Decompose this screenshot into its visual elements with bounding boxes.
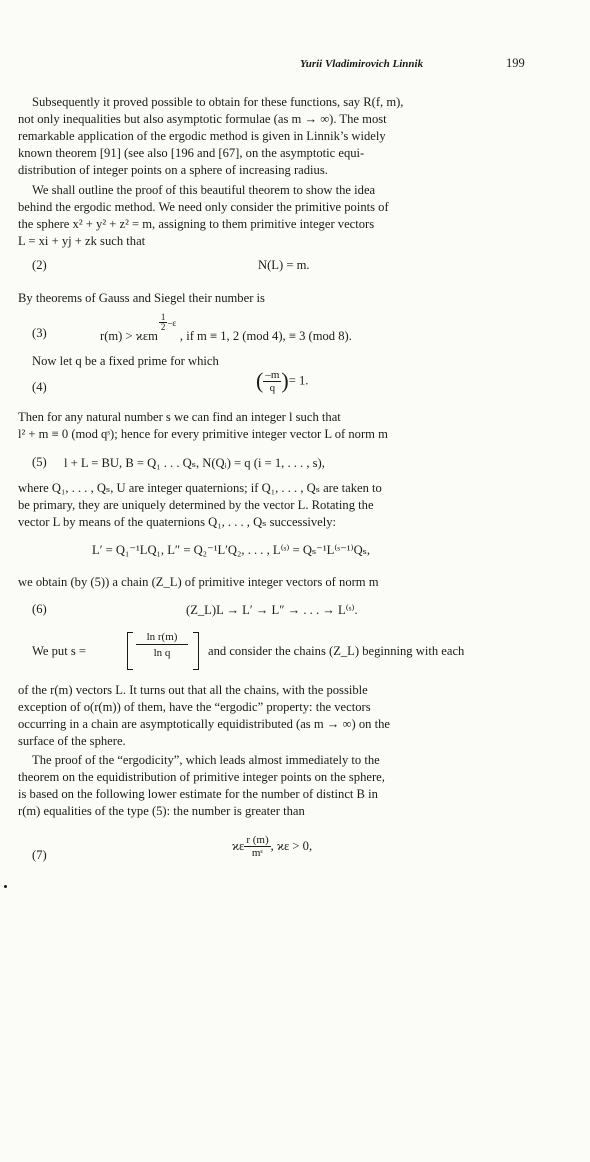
- text-line: known theorem [91] (see also [196 and [67], on the asymptotic equi-: [18, 146, 365, 160]
- text-line: is based on the following lower estimate for the number of distinct B in: [18, 787, 378, 801]
- text-line: distribution of integer points on a sphere of increasing radius.: [18, 163, 328, 177]
- text-line: Subsequently it proved possible to obtain for these functions, say R(f, m),: [32, 95, 404, 109]
- text-line: theorem on the equidistribution of primitive integer points on the sphere,: [18, 770, 385, 784]
- floor-denominator: ln q: [153, 647, 171, 659]
- equation-7-fraction: [244, 834, 270, 859]
- equation-number: (7): [32, 848, 47, 862]
- text-line: behind the ergodic method. We need only consider the primitive points of: [18, 200, 389, 214]
- text-line: the sphere x² + y² + z² = m, assigning to them primitive integer vectors: [18, 217, 375, 231]
- text-line: occurring in a chain are asymptotically equidistributed (as m → ∞) on the: [18, 717, 390, 731]
- equation-4-rhs: = 1.: [288, 373, 309, 388]
- exponent-top: 1: [160, 312, 166, 322]
- text-line: remarkable application of the ergodic method is given in Linnik’s widely: [18, 129, 386, 143]
- equation-3: [100, 312, 352, 344]
- text-line: where Q₁, . . . , Qₛ, U are integer quaternions; if Q₁, . . . , Qₛ are taken to: [18, 481, 382, 495]
- margin-speck: [4, 885, 7, 888]
- equation-number: (3): [32, 326, 47, 340]
- equation-6: (Z_L)L → L′ → L″ → . . . → L⁽ˢ⁾.: [186, 603, 358, 617]
- equation-5: l + L = BU, B = Q₁ . . . Qₛ, N(Qᵢ) = q (i = 1, . . . , s),: [64, 456, 325, 470]
- text-line: not only inequalities but also asymptotic formulae (as m → ∞). The most: [18, 112, 387, 126]
- text-line: The proof of the “ergodicity”, which leads almost immediately to the: [32, 753, 380, 767]
- equation-3-exponent: [158, 312, 180, 340]
- text-line: l² + m ≡ 0 (mod qˢ); hence for every primitive integer vector L of norm m: [18, 427, 388, 441]
- legendre-bottom: q: [269, 381, 276, 394]
- equation-2: N(L) = m.: [258, 258, 310, 272]
- text-line: r(m) equalities of the type (5): the number is greater than: [18, 804, 305, 818]
- legendre-symbol: [263, 369, 281, 394]
- equation-3-rhs: , if m ≡ 1, 2 (mod 4), ≡ 3 (mod 8).: [179, 329, 352, 343]
- page-number: 199: [506, 56, 525, 70]
- equation-number: (2): [32, 258, 47, 272]
- running-head: Yurii Vladimirovich Linnik: [300, 58, 424, 70]
- exponent-tail: –ε: [167, 318, 177, 328]
- exponent-bottom: 2: [160, 322, 166, 332]
- text-line: surface of the sphere.: [18, 734, 126, 748]
- floor-fraction: [136, 631, 188, 659]
- fraction-denominator: mᵋ: [251, 847, 264, 859]
- equation-number: (5): [32, 455, 47, 469]
- text-line: we obtain (by (5)) a chain (Z_L) of primitive integer vectors of norm m: [18, 575, 379, 589]
- rotation-formula: L′ = Q₁⁻¹LQ₁, L″ = Q₂⁻¹L′Q₂, . . . , L⁽ˢ⁾ = Qₛ⁻¹L⁽ˢ⁻¹⁾Qₛ,: [92, 543, 371, 557]
- text-line: By theorems of Gauss and Siegel their number is: [18, 291, 265, 305]
- text-line: be primary, they are uniquely determined by the vector L. Rotating the: [18, 498, 374, 512]
- equation-7-rhs: , ϰε > 0,: [270, 839, 313, 853]
- text-line: L = xi + yj + zk such that: [18, 234, 146, 248]
- page-header: [0, 58, 590, 74]
- right-paren: ): [281, 368, 289, 393]
- kappa-epsilon: ϰε: [232, 839, 245, 853]
- floor-numerator: ln r(m): [136, 631, 188, 645]
- equation-number: (6): [32, 602, 47, 616]
- put-s-suffix: and consider the chains (Z_L) beginning with each: [208, 644, 465, 658]
- text-line: vector L by means of the quaternions Q₁, . . . , Qₛ successively:: [18, 515, 337, 529]
- put-s-prefix: We put s =: [32, 644, 87, 658]
- legendre-top: –m: [265, 368, 280, 381]
- text-line: We shall outline the proof of this beautiful theorem to show the idea: [32, 183, 376, 197]
- text-line: Now let q be a fixed prime for which: [32, 354, 219, 368]
- equation-3-lhs: r(m) > ϰεm: [100, 329, 158, 343]
- left-floor-bracket: [127, 632, 133, 670]
- right-floor-bracket: [193, 632, 199, 670]
- equation-4: [256, 368, 308, 394]
- equation-number: (4): [32, 380, 47, 394]
- fraction-numerator: r (m): [246, 834, 269, 846]
- equation-7: [232, 834, 312, 859]
- left-paren: (: [256, 368, 264, 393]
- text-line: of the r(m) vectors L. It turns out that all the chains, with the possible: [18, 683, 368, 697]
- text-line: Then for any natural number s we can find an integer l such that: [18, 410, 341, 424]
- text-line: exception of o(r(m)) of them, have the “ergodic” property: the vectors: [18, 700, 371, 714]
